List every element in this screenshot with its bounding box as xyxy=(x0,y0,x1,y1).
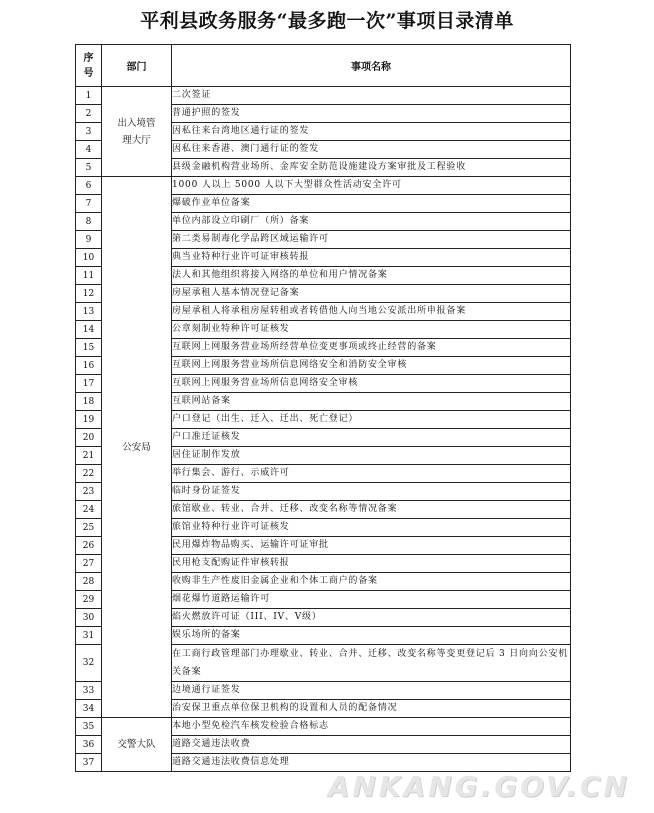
item-name: 法人和其他组织将接入网络的单位和用户情况备案 xyxy=(172,267,571,285)
item-name: 烟花爆竹道路运输许可 xyxy=(172,591,571,609)
item-name: 焰火燃放许可证（III、IV、V级） xyxy=(172,609,571,627)
header-seq-line2: 号 xyxy=(83,67,94,79)
row-number: 18 xyxy=(76,393,102,411)
row-number: 1 xyxy=(76,87,102,105)
item-name: 民用枪支配购证件审核转报 xyxy=(172,555,571,573)
table-row xyxy=(76,177,571,195)
item-name: 县级金融机构营业场所、金库安全防范设施建设方案审批及工程验收 xyxy=(172,159,571,177)
row-number: 30 xyxy=(76,609,102,627)
item-name: 户口准迁证核发 xyxy=(172,429,571,447)
department-cell xyxy=(102,87,172,177)
item-name: 娱乐场所的备案 xyxy=(172,627,571,645)
row-number: 2 xyxy=(76,105,102,123)
page-title: 平利县政务服务“最多跑一次”事项目录清单 xyxy=(140,10,514,32)
department-label-line1: 交警大队 xyxy=(117,739,156,750)
header-item-name: 事项名称 xyxy=(172,45,571,87)
row-number: 24 xyxy=(76,501,102,519)
header-seq-line1: 序 xyxy=(83,52,94,64)
row-number: 27 xyxy=(76,555,102,573)
row-number: 23 xyxy=(76,483,102,501)
item-name: 公章刻制业特种许可证核发 xyxy=(172,321,571,339)
item-name: 爆破作业单位备案 xyxy=(172,195,571,213)
item-name: 房屋承租人将承租房屋转租或者转借他人向当地公安派出所申报备案 xyxy=(172,303,571,321)
item-name: 户口登记（出生、迁入、迁出、死亡登记） xyxy=(172,411,571,429)
row-number: 26 xyxy=(76,537,102,555)
row-number: 13 xyxy=(76,303,102,321)
row-number: 15 xyxy=(76,339,102,357)
row-number: 12 xyxy=(76,285,102,303)
item-name: 互联网上网服务营业场所经营单位变更事项或终止经营的备案 xyxy=(172,339,571,357)
item-name: 边境通行证签发 xyxy=(172,682,571,700)
row-number: 31 xyxy=(76,627,102,645)
row-number: 21 xyxy=(76,447,102,465)
row-number: 11 xyxy=(76,267,102,285)
item-name: 收购非生产性废旧金属企业和个体工商户的备案 xyxy=(172,573,571,591)
item-name: 1000 人以上 5000 人以下大型群众性活动安全许可 xyxy=(172,177,571,195)
department-cell xyxy=(102,718,172,772)
row-number: 32 xyxy=(76,645,102,682)
item-name: 道路交通违法收费 xyxy=(172,736,571,754)
item-name: 互联网上网服务营业场所信息网络安全和消防安全审核 xyxy=(172,357,571,375)
header-department: 部门 xyxy=(102,45,172,87)
row-number: 17 xyxy=(76,375,102,393)
table-header-row xyxy=(76,45,571,87)
row-number: 28 xyxy=(76,573,102,591)
row-number: 7 xyxy=(76,195,102,213)
item-name: 治安保卫重点单位保卫机构的设置和人员的配备情况 xyxy=(172,700,571,718)
item-name: 临时身份证签发 xyxy=(172,483,571,501)
table-row xyxy=(76,87,571,105)
header-seq xyxy=(76,45,102,87)
item-name: 因私往来香港、澳门通行证的签发 xyxy=(172,141,571,159)
item-name: 旅馆业特种行业许可证核发 xyxy=(172,519,571,537)
row-number: 10 xyxy=(76,249,102,267)
item-name: 二次签证 xyxy=(172,87,571,105)
department-label-line1: 出入境管 xyxy=(117,117,156,129)
row-number: 22 xyxy=(76,465,102,483)
table-row xyxy=(76,718,571,736)
item-name: 民用爆炸物品购买、运输许可证审批 xyxy=(172,537,571,555)
item-catalog-table xyxy=(75,44,571,772)
department-cell xyxy=(102,177,172,718)
row-number: 35 xyxy=(76,718,102,736)
item-name: 互联网上网服务营业场所信息网络安全审核 xyxy=(172,375,571,393)
department-label-line2: 理大厅 xyxy=(122,134,151,146)
item-name: 居住证制作发放 xyxy=(172,447,571,465)
table-body xyxy=(76,87,571,772)
item-name: 举行集会、游行、示威许可 xyxy=(172,465,571,483)
row-number: 5 xyxy=(76,159,102,177)
item-name: 普通护照的签发 xyxy=(172,105,571,123)
item-name: 旅馆歇业、转业、合并、迁移、改变名称等情况备案 xyxy=(172,501,571,519)
row-number: 36 xyxy=(76,736,102,754)
row-number: 25 xyxy=(76,519,102,537)
row-number: 6 xyxy=(76,177,102,195)
row-number: 19 xyxy=(76,411,102,429)
item-name: 典当业特种行业许可证审核转报 xyxy=(172,249,571,267)
row-number: 37 xyxy=(76,754,102,772)
row-number: 34 xyxy=(76,700,102,718)
item-name: 本地小型免检汽车核发检验合格标志 xyxy=(172,718,571,736)
item-name: 道路交通违法收费信息处理 xyxy=(172,754,571,772)
row-number: 4 xyxy=(76,141,102,159)
row-number: 9 xyxy=(76,231,102,249)
department-label-line1: 公安局 xyxy=(122,441,151,453)
row-number: 3 xyxy=(76,123,102,141)
row-number: 8 xyxy=(76,213,102,231)
item-name: 在工商行政管理部门办理歇业、转业、合并、迁移、改变名称等变更登记后 3 日向向公安机关备案 xyxy=(172,645,571,682)
row-number: 16 xyxy=(76,357,102,375)
item-name: 单位内部设立印刷厂（所）备案 xyxy=(172,213,571,231)
watermark: ANKANG.GOV.CN xyxy=(327,770,630,803)
item-name: 互联网站备案 xyxy=(172,393,571,411)
row-number: 33 xyxy=(76,682,102,700)
row-number: 14 xyxy=(76,321,102,339)
item-name: 房屋承租人基本情况登记备案 xyxy=(172,285,571,303)
row-number: 29 xyxy=(76,591,102,609)
item-name: 因私往来台湾地区通行证的签发 xyxy=(172,123,571,141)
item-name: 第二类易制毒化学品跨区域运输许可 xyxy=(172,231,571,249)
row-number: 20 xyxy=(76,429,102,447)
